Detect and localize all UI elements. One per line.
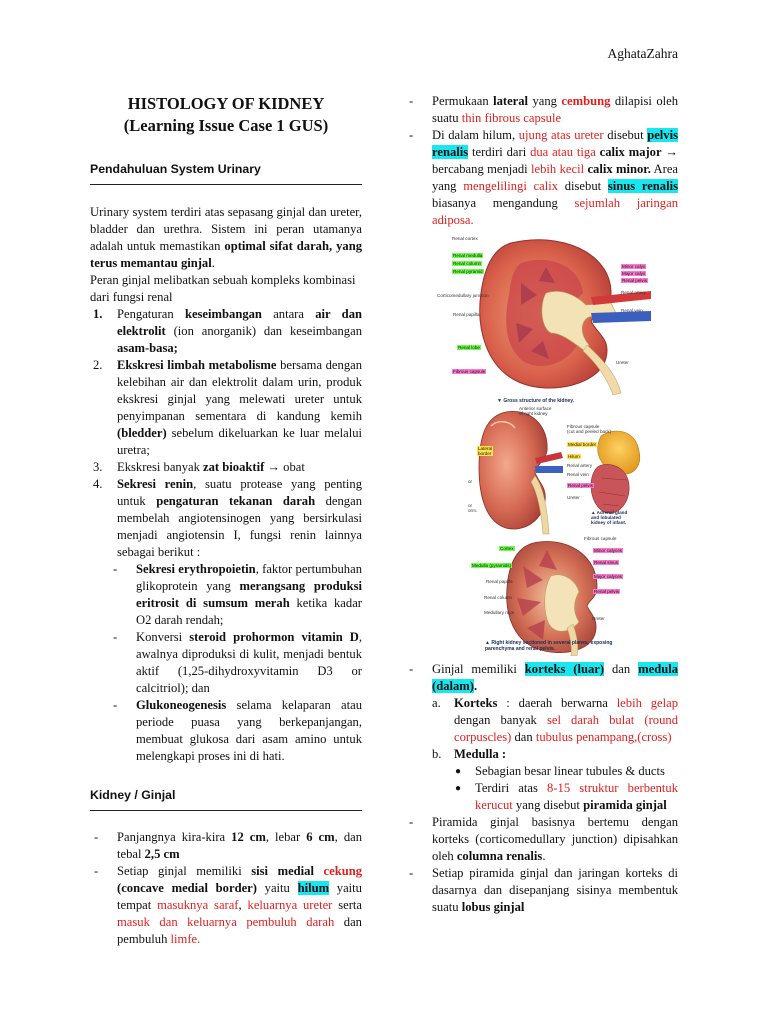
list-text: (ion anorganik) dan keseimbangan	[165, 324, 362, 338]
fig-label-anterior: Anterior surface of right kidney	[519, 406, 552, 416]
dash-marker: -	[113, 630, 118, 644]
list-text: disebut	[558, 179, 608, 193]
list-number: 3.	[93, 460, 103, 474]
list-number: 2.	[93, 358, 103, 372]
fig-label-adrenal: ▲ Adrenal gland and lobulated kidney of infant.	[591, 510, 628, 525]
fig-label-renal-column: Renal column	[453, 261, 482, 266]
list-text: serta	[332, 898, 363, 912]
sublist-item	[432, 746, 678, 814]
list-text: dan pembuluh	[117, 915, 362, 946]
highlight-medula: medula (dalam)	[432, 662, 678, 693]
dash-marker: -	[113, 562, 118, 576]
list-bold: 2,5 cm	[144, 847, 180, 861]
red-text: sejumlah jaringan adiposa.	[432, 196, 678, 227]
fig-label-fibrous-capsule-3: Fibrous capsule	[584, 536, 617, 541]
list-bold: Medulla :	[454, 747, 507, 761]
kidney-section-illustration	[451, 536, 652, 656]
list-text: Konversi	[136, 630, 190, 644]
list-item	[405, 127, 678, 229]
list-text: yang	[528, 94, 562, 108]
red-text: masuk dan keluarnya pembuluh darah	[117, 915, 335, 929]
list-text: Di dalam hilum,	[432, 128, 519, 142]
fig-label-fibrous-capsule: Fibrous capsule	[453, 369, 486, 374]
fig-label-ureter: Ureter	[616, 360, 629, 365]
list-text: sebelum dikeluarkan ke luar melalui uretra;	[117, 426, 362, 457]
list-bold: lateral	[493, 94, 529, 108]
list-text: Terdiri atas	[475, 781, 548, 795]
fig-label-renal-pyramid: Renal pyramid	[453, 269, 483, 274]
list-text: → obat	[264, 460, 305, 474]
list-text: Piramida ginjal basisnya bertemu dengan korteks (corticomedullary junction) dipisahkan oleh	[432, 815, 678, 863]
author-name: AghataZahra	[607, 46, 678, 61]
intro-paragraph-2: Peran ginjal melibatkan sebuah kompleks kombinasi dari fungsi renal	[90, 273, 356, 304]
list-bold: calix minor.	[587, 162, 651, 176]
sublist-item	[109, 561, 362, 629]
dash-marker: -	[94, 830, 99, 844]
dash-marker: -	[113, 698, 118, 712]
renin-sublist	[109, 561, 362, 765]
list-bold: Korteks	[454, 696, 498, 710]
kidney-list	[90, 829, 362, 948]
list-item	[90, 306, 362, 357]
right-column	[405, 93, 678, 229]
alpha-marker: b.	[432, 747, 442, 761]
fig-label-renal-vein: Renal vein	[621, 308, 643, 313]
renal-functions-list	[90, 306, 362, 765]
fig-label-medullary-rays: Medullary rays	[484, 610, 514, 615]
list-text: dengan membelah angiotensinogen yang bersirkulasi menjadi angiotensin I, fungsi renin lainnya sebagai berikut :	[117, 494, 362, 559]
fig-label-renal-artery: Renal artery	[621, 290, 647, 295]
right-list-top	[405, 93, 678, 229]
fig-label-corticomedullary: Corticomedullary junction	[437, 293, 489, 298]
sublist-item	[109, 697, 362, 765]
list-text: Ginjal memiliki	[432, 662, 525, 676]
list-item	[405, 814, 678, 865]
kidney-anterior-figure	[451, 406, 652, 536]
fig-label-minor-calyx: Minor calyx	[622, 264, 646, 269]
list-text: selama kelaparan atau periode puasa yang berkepanjangan, membuat glukosa dari asam amino untuk melengkapi proses ini di hati.	[136, 698, 362, 763]
list-text: → bercabang menjadi	[432, 145, 679, 176]
list-bold: sisi medial	[251, 864, 314, 878]
alpha-marker: a.	[432, 696, 441, 710]
right-column-lower	[405, 661, 678, 916]
red-text: thin fibrous capsule	[461, 111, 562, 125]
list-number: 4.	[93, 477, 103, 491]
list-bold: steroid prohormon vitamin D	[189, 630, 359, 644]
red-text: 8-15 struktur berbentuk kerucut	[475, 781, 679, 812]
list-bold: Sekresi renin	[117, 477, 194, 491]
list-item	[405, 93, 678, 127]
list-bold: zat bioaktif	[203, 460, 265, 474]
list-text: yang disebut	[512, 798, 584, 812]
list-text: dilapisi oleh suatu	[432, 94, 679, 125]
list-text	[314, 864, 324, 878]
list-item	[90, 459, 362, 476]
intro-text: Urinary system terdiri atas sepasang ginjal dan ureter, bladder dan urethra. Sistem ini peran utamanya adalah untuk memastikan	[90, 205, 362, 253]
list-bold: air dan elektrolit	[117, 307, 362, 338]
list-text: : daerah berwarna	[497, 696, 617, 710]
cortex-medulla-sublist	[432, 695, 678, 814]
list-bold: columna renalis	[456, 849, 543, 863]
red-bold: cembung	[561, 94, 611, 108]
highlight-korteks: korteks (luar)	[524, 662, 605, 676]
list-text: , suatu protease yang penting untuk	[117, 477, 362, 508]
list-bold: (concave medial border)	[117, 881, 257, 895]
list-item	[90, 829, 362, 863]
list-bold: lobus ginjal	[461, 900, 525, 914]
figure-caption-section: ▲ Right kidney sectioned in several planes, exposing parenchyma and renal pelvis.	[485, 640, 613, 652]
bullet-item	[448, 780, 678, 814]
document-title	[90, 93, 362, 137]
fig-label-lateral-border: Lateral border	[478, 446, 493, 456]
list-text: bersama dengan kelebihan air dan elektrolit dalam urin, produk ekskresi ginjal yang melewati ureter untuk penyimpanan sementara di kandung kemih	[117, 358, 363, 423]
list-text: terdiri dari	[468, 145, 531, 159]
dash-marker: -	[409, 94, 414, 108]
fig-label-major-calyces: Major calyces	[594, 574, 623, 579]
intro-period: .	[211, 256, 215, 270]
red-text: dua atau tiga	[530, 145, 596, 159]
list-text: biasanya mengandung	[432, 196, 575, 210]
list-item	[405, 865, 678, 916]
list-text: , lebar	[265, 830, 307, 844]
list-item	[90, 357, 362, 459]
title-line-1: HISTOLOGY OF KIDNEY	[127, 94, 325, 113]
fig-label-renal-artery-2: Renal artery	[567, 463, 593, 468]
red-text: masuknya saraf	[157, 898, 239, 912]
dash-marker: -	[94, 864, 99, 878]
list-text: Panjangnya kira-kira	[117, 830, 232, 844]
list-text: Setiap piramida ginjal dan jaringan korteks di dasarnya dan disepanjang sisinya membentuk suatu	[432, 866, 678, 914]
figure-caption-gross: ▼ Gross structure of the kidney.	[497, 398, 575, 404]
list-bold: Ekskresi limbah metabolisme	[117, 358, 277, 372]
title-line-2: (Learning Issue Case 1 GUS)	[123, 116, 329, 135]
list-text: , faktor pertumbuhan glikoprotein yang	[136, 562, 362, 593]
dash-marker: -	[409, 866, 414, 880]
fig-label-renal-lobe: Renal lobe	[458, 345, 480, 350]
list-bold: .	[473, 679, 478, 693]
list-text: ,	[238, 898, 248, 912]
list-item	[90, 476, 362, 765]
dash-marker: -	[409, 815, 414, 829]
fig-label-fibrous-capsule-cut: Fibrous capsule (cut and peeled back)	[567, 424, 612, 434]
list-text: yaitu tempat	[117, 881, 362, 912]
fig-label-renal-pelvis-3: Renal pelvis	[594, 589, 620, 594]
dash-marker: -	[409, 662, 414, 676]
list-text: Sebagian besar linear tubules & ducts	[475, 764, 665, 778]
list-bold: asam-basa;	[117, 341, 178, 355]
bullet-marker: ●	[455, 783, 462, 794]
list-bold: (bledder)	[117, 426, 167, 440]
list-text: , awalnya diproduksi di kulit, menjadi bentuk aktif (1,25-dihydroxyvitamin D3 or calcitriol); dan	[136, 630, 362, 695]
kidney-gross-figure	[437, 233, 652, 395]
red-text: ujung atas ureter	[518, 128, 604, 142]
left-column	[90, 93, 362, 948]
fig-label-renal-pelvis: Renal pelvis	[622, 278, 648, 283]
fig-label-medulla-pyramids: Medulla (pyramids)	[472, 563, 512, 568]
highlight-pelvis-renalis: pelvis renalis	[432, 128, 678, 159]
list-bold: Glukoneogenesis	[136, 698, 227, 712]
fig-label-renal-column-3: Renal column	[484, 595, 513, 600]
list-text: Area yang	[432, 162, 679, 193]
fig-label-renal-sinus: Renal sinus	[594, 560, 619, 565]
list-text: .	[542, 849, 546, 863]
red-text: lebih gelap	[616, 696, 678, 710]
red-text: tubulus penampang,(cross)	[535, 730, 672, 744]
list-text: disebut	[603, 128, 648, 142]
list-text: ketika kadar O2 darah rendah;	[136, 596, 362, 627]
list-bold: piramida ginjal	[583, 798, 667, 812]
fig-label-renal-papilla-3: Renal papilla	[486, 579, 513, 584]
list-text: Pengaturan	[117, 307, 185, 321]
fig-label-renal-cortex: Renal cortex	[452, 236, 478, 241]
list-text: , dan tebal	[117, 830, 362, 861]
dash-marker: -	[409, 128, 414, 142]
fig-label-left-a: or	[468, 479, 473, 484]
list-bold: keseimbangan	[184, 307, 262, 321]
list-bold: merangsang produksi eritrosit di sumsum merah	[136, 579, 362, 610]
fig-label-renal-papilla: Renal papilla	[453, 312, 480, 317]
red-text: mengelilingi calix	[463, 179, 559, 193]
fig-label-major-calyx: Major calyx	[622, 271, 646, 276]
kidney-section-figure	[451, 536, 652, 656]
sublist-item	[109, 629, 362, 697]
fig-label-renal-vein-2: Renal vein	[567, 472, 589, 477]
list-item	[405, 661, 678, 814]
right-list-bottom	[405, 661, 678, 916]
intro-paragraph	[90, 204, 362, 272]
section-heading-intro: Pendahuluan System Urinary	[90, 161, 362, 185]
fig-label-cortex: Cortex	[500, 546, 514, 551]
intro-bold: optimal sifat darah, yang terus memantau ginjal	[90, 239, 362, 270]
highlight-sinus-renalis: sinus renalis	[607, 179, 678, 193]
list-text: Setiap ginjal memiliki	[117, 864, 252, 878]
fig-label-renal-pelvis-2: Renal pelvis	[568, 483, 594, 488]
bullet-marker: ●	[455, 766, 462, 777]
list-bold: Sekresi erythropoietin	[136, 562, 256, 576]
red-bold: cekung	[323, 864, 363, 878]
list-text: dengan banyak	[454, 713, 547, 727]
list-number: 1.	[93, 307, 103, 321]
list-text: yaitu	[256, 881, 298, 895]
list-text: Ekskresi banyak	[117, 460, 204, 474]
list-item	[90, 863, 362, 948]
highlight-hilum: hilum	[297, 881, 330, 895]
fig-label-hilum: Hilum	[568, 454, 580, 459]
fig-label-medial-border: Medial border	[568, 442, 597, 447]
medulla-bullets	[448, 763, 678, 814]
red-text: limfe.	[170, 932, 201, 946]
red-text: sel darah bulat (round corpuscles)	[454, 713, 678, 744]
fig-label-ureter-3: Ureter	[592, 616, 605, 621]
list-bold: pengaturan tekanan darah	[156, 494, 316, 508]
sublist-item	[432, 695, 678, 746]
list-text: antara	[261, 307, 316, 321]
list-bold: 6 cm	[306, 830, 335, 844]
red-text: lebih kecil	[531, 162, 585, 176]
fig-label-left-b: or orm.	[468, 503, 478, 513]
bullet-item	[448, 763, 678, 780]
list-text: dan	[511, 730, 536, 744]
fig-label-renal-medulla: Renal medulla	[453, 253, 483, 258]
list-text: dan	[604, 662, 639, 676]
list-bold: 12 cm	[231, 830, 266, 844]
red-text: keluarnya ureter	[247, 898, 333, 912]
list-text: Permukaan	[432, 94, 494, 108]
fig-label-ureter-2: Ureter	[567, 495, 580, 500]
list-bold: calix major	[599, 145, 662, 159]
fig-label-minor-calyces: Minor calyces	[594, 548, 623, 553]
section-heading-kidney: Kidney / Ginjal	[90, 787, 362, 811]
